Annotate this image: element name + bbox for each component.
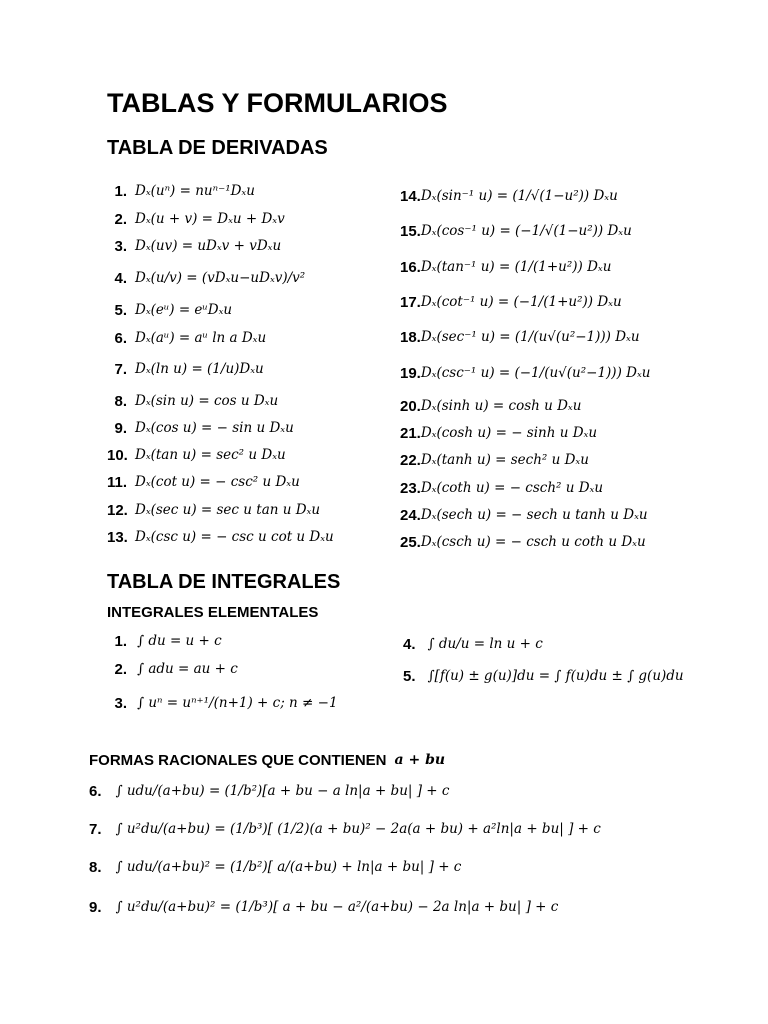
formula-number: 12. [107, 501, 128, 519]
formula-row [400, 362, 650, 384]
page-title: TABLAS Y FORMULARIOS [107, 88, 448, 118]
formula: Dₓ(aᵘ) = aᵘ ln a Dₓu [135, 330, 267, 346]
formula: Dₓ(csc⁻¹ u) = (−1/(u√(u²−1))) Dₓu [420, 365, 651, 381]
formula-row [400, 477, 603, 499]
racionales-subheading: FORMAS RACIONALES QUE CONTIENEN [89, 751, 387, 769]
formula-number: 15. [400, 222, 421, 240]
formula-number: 11. [107, 473, 128, 491]
formula: Dₓ(tan u) = sec² u Dₓu [135, 447, 286, 463]
formula: ∫ udu/(a+bu)² = (1/b²)[ a/(a+bu) + ln|a + bu| ] + c [115, 859, 462, 875]
formula: Dₓ(sin u) = cos u Dₓu [135, 393, 279, 409]
formula-number: 4. [403, 635, 416, 653]
formula-row [400, 220, 632, 242]
formula-row [107, 327, 266, 349]
formula: Dₓ(u + v) = Dₓu + Dₓv [135, 211, 285, 227]
formula-row [107, 208, 285, 230]
formula-number: 8. [114, 392, 127, 410]
formula-row [107, 444, 286, 466]
formula: Dₓ(cot u) = − csc² u Dₓu [135, 474, 300, 490]
formula-number: 14. [400, 187, 421, 205]
formula: Dₓ(cot⁻¹ u) = (−1/(1+u²)) Dₓu [420, 294, 622, 310]
formula: Dₓ(sec⁻¹ u) = (1/(u√(u²−1))) Dₓu [420, 329, 640, 345]
formula-row [400, 256, 611, 278]
formula: Dₓ(ln u) = (1/u)Dₓu [135, 361, 264, 377]
formula-number: 8. [89, 858, 102, 876]
formula-row [107, 658, 238, 680]
formula: ∫ u²du/(a+bu) = (1/b³)[ (1/2)(a + bu)² − 2a(a + bu) + a²ln|a + bu| ] + c [115, 821, 601, 837]
formula: ∫[f(u) ± g(u)]du = ∫ f(u)du ± ∫ g(u)du [427, 668, 684, 684]
formula-row [89, 818, 601, 840]
formula: Dₓ(coth u) = − csch² u Dₓu [420, 480, 604, 496]
formula-number: 13. [107, 528, 128, 546]
formula: ∫ adu = au + c [137, 661, 238, 677]
formula: ∫ u²du/(a+bu)² = (1/b³)[ a + bu − a²/(a+bu) − 2a ln|a + bu| ] + c [115, 899, 559, 915]
formula-number: 7. [114, 360, 127, 378]
racionales-subheading-row [89, 749, 445, 771]
formula-row [107, 417, 294, 439]
formula-row [89, 856, 461, 878]
formula-row [107, 471, 300, 493]
formula-row [107, 358, 264, 380]
formula-number: 5. [114, 301, 127, 319]
formula-number: 9. [89, 898, 102, 916]
formula-row [107, 630, 222, 652]
formula: ∫ uⁿ = uⁿ⁺¹/(n+1) + c; n ≠ −1 [137, 695, 338, 711]
formula-row [400, 504, 648, 526]
formula: Dₓ(csch u) = − csch u coth u Dₓu [420, 534, 646, 550]
formula: Dₓ(cos⁻¹ u) = (−1/√(1−u²)) Dₓu [420, 223, 632, 239]
formula: ∫ du = u + c [137, 633, 222, 649]
formula-row [400, 531, 646, 553]
formula-row [107, 526, 334, 548]
formula-number: 25. [400, 533, 421, 551]
formula-row [107, 692, 338, 714]
formula-row [400, 185, 618, 207]
formula-row [107, 299, 232, 321]
formula-row [107, 180, 255, 202]
racionales-expression: a + bu [394, 752, 446, 768]
formula-number: 1. [114, 182, 127, 200]
formula-number: 23. [400, 479, 421, 497]
derivadas-heading: TABLA DE DERIVADAS [107, 137, 328, 159]
formula-row [107, 267, 305, 289]
formula-number: 24. [400, 506, 421, 524]
formula-number: 19. [400, 364, 421, 382]
formula-row [89, 780, 449, 802]
formula-number: 2. [114, 660, 127, 678]
formula: Dₓ(sin⁻¹ u) = (1/√(1−u²)) Dₓu [420, 188, 618, 204]
formula-number: 10. [107, 446, 128, 464]
formula: Dₓ(cos u) = − sin u Dₓu [135, 420, 294, 436]
formula-row [107, 499, 320, 521]
formula: Dₓ(uⁿ) = nuⁿ⁻¹Dₓu [135, 183, 255, 199]
formula-row [107, 235, 281, 257]
formula-number: 4. [114, 269, 127, 287]
formula: Dₓ(eᵘ) = eᵘDₓu [135, 302, 233, 318]
formula-number: 17. [400, 293, 421, 311]
formula-row [403, 633, 543, 655]
formula-number: 7. [89, 820, 102, 838]
elementales-subheading: INTEGRALES ELEMENTALES [107, 604, 319, 621]
formula-number: 3. [114, 237, 127, 255]
formula: Dₓ(tanh u) = sech² u Dₓu [420, 452, 589, 468]
formula-row [400, 326, 640, 348]
formula-row [400, 395, 581, 417]
formula: Dₓ(sec u) = sec u tan u Dₓu [135, 502, 321, 518]
formula: Dₓ(sinh u) = cosh u Dₓu [420, 398, 582, 414]
formula: ∫ udu/(a+bu) = (1/b²)[a + bu − a ln|a + bu| ] + c [115, 783, 450, 799]
formula-number: 9. [114, 419, 127, 437]
formula-number: 22. [400, 451, 421, 469]
formula: Dₓ(csc u) = − csc u cot u Dₓu [135, 529, 334, 545]
formula-number: 6. [89, 782, 102, 800]
formula-number: 21. [400, 424, 421, 442]
formula-number: 1. [114, 632, 127, 650]
formula-row [89, 896, 558, 918]
formula-row [403, 665, 684, 687]
formula-row [107, 390, 278, 412]
formula: Dₓ(tan⁻¹ u) = (1/(1+u²)) Dₓu [420, 259, 612, 275]
formula: Dₓ(u/v) = (vDₓu−uDₓv)/v² [135, 270, 306, 286]
formula-number: 5. [403, 667, 416, 685]
formula-number: 2. [114, 210, 127, 228]
formula-number: 18. [400, 328, 421, 346]
formula-row [400, 291, 622, 313]
formula-row [400, 422, 597, 444]
formula-number: 20. [400, 397, 421, 415]
formula: Dₓ(uv) = uDₓv + vDₓu [135, 238, 282, 254]
formula-number: 3. [114, 694, 127, 712]
formula: Dₓ(cosh u) = − sinh u Dₓu [420, 425, 598, 441]
formula-row [400, 449, 589, 471]
integrales-heading: TABLA DE INTEGRALES [107, 571, 341, 593]
formula: ∫ du/u = ln u + c [427, 636, 543, 652]
formula-number: 16. [400, 258, 421, 276]
formula-number: 6. [114, 329, 127, 347]
formula: Dₓ(sech u) = − sech u tanh u Dₓu [420, 507, 648, 523]
